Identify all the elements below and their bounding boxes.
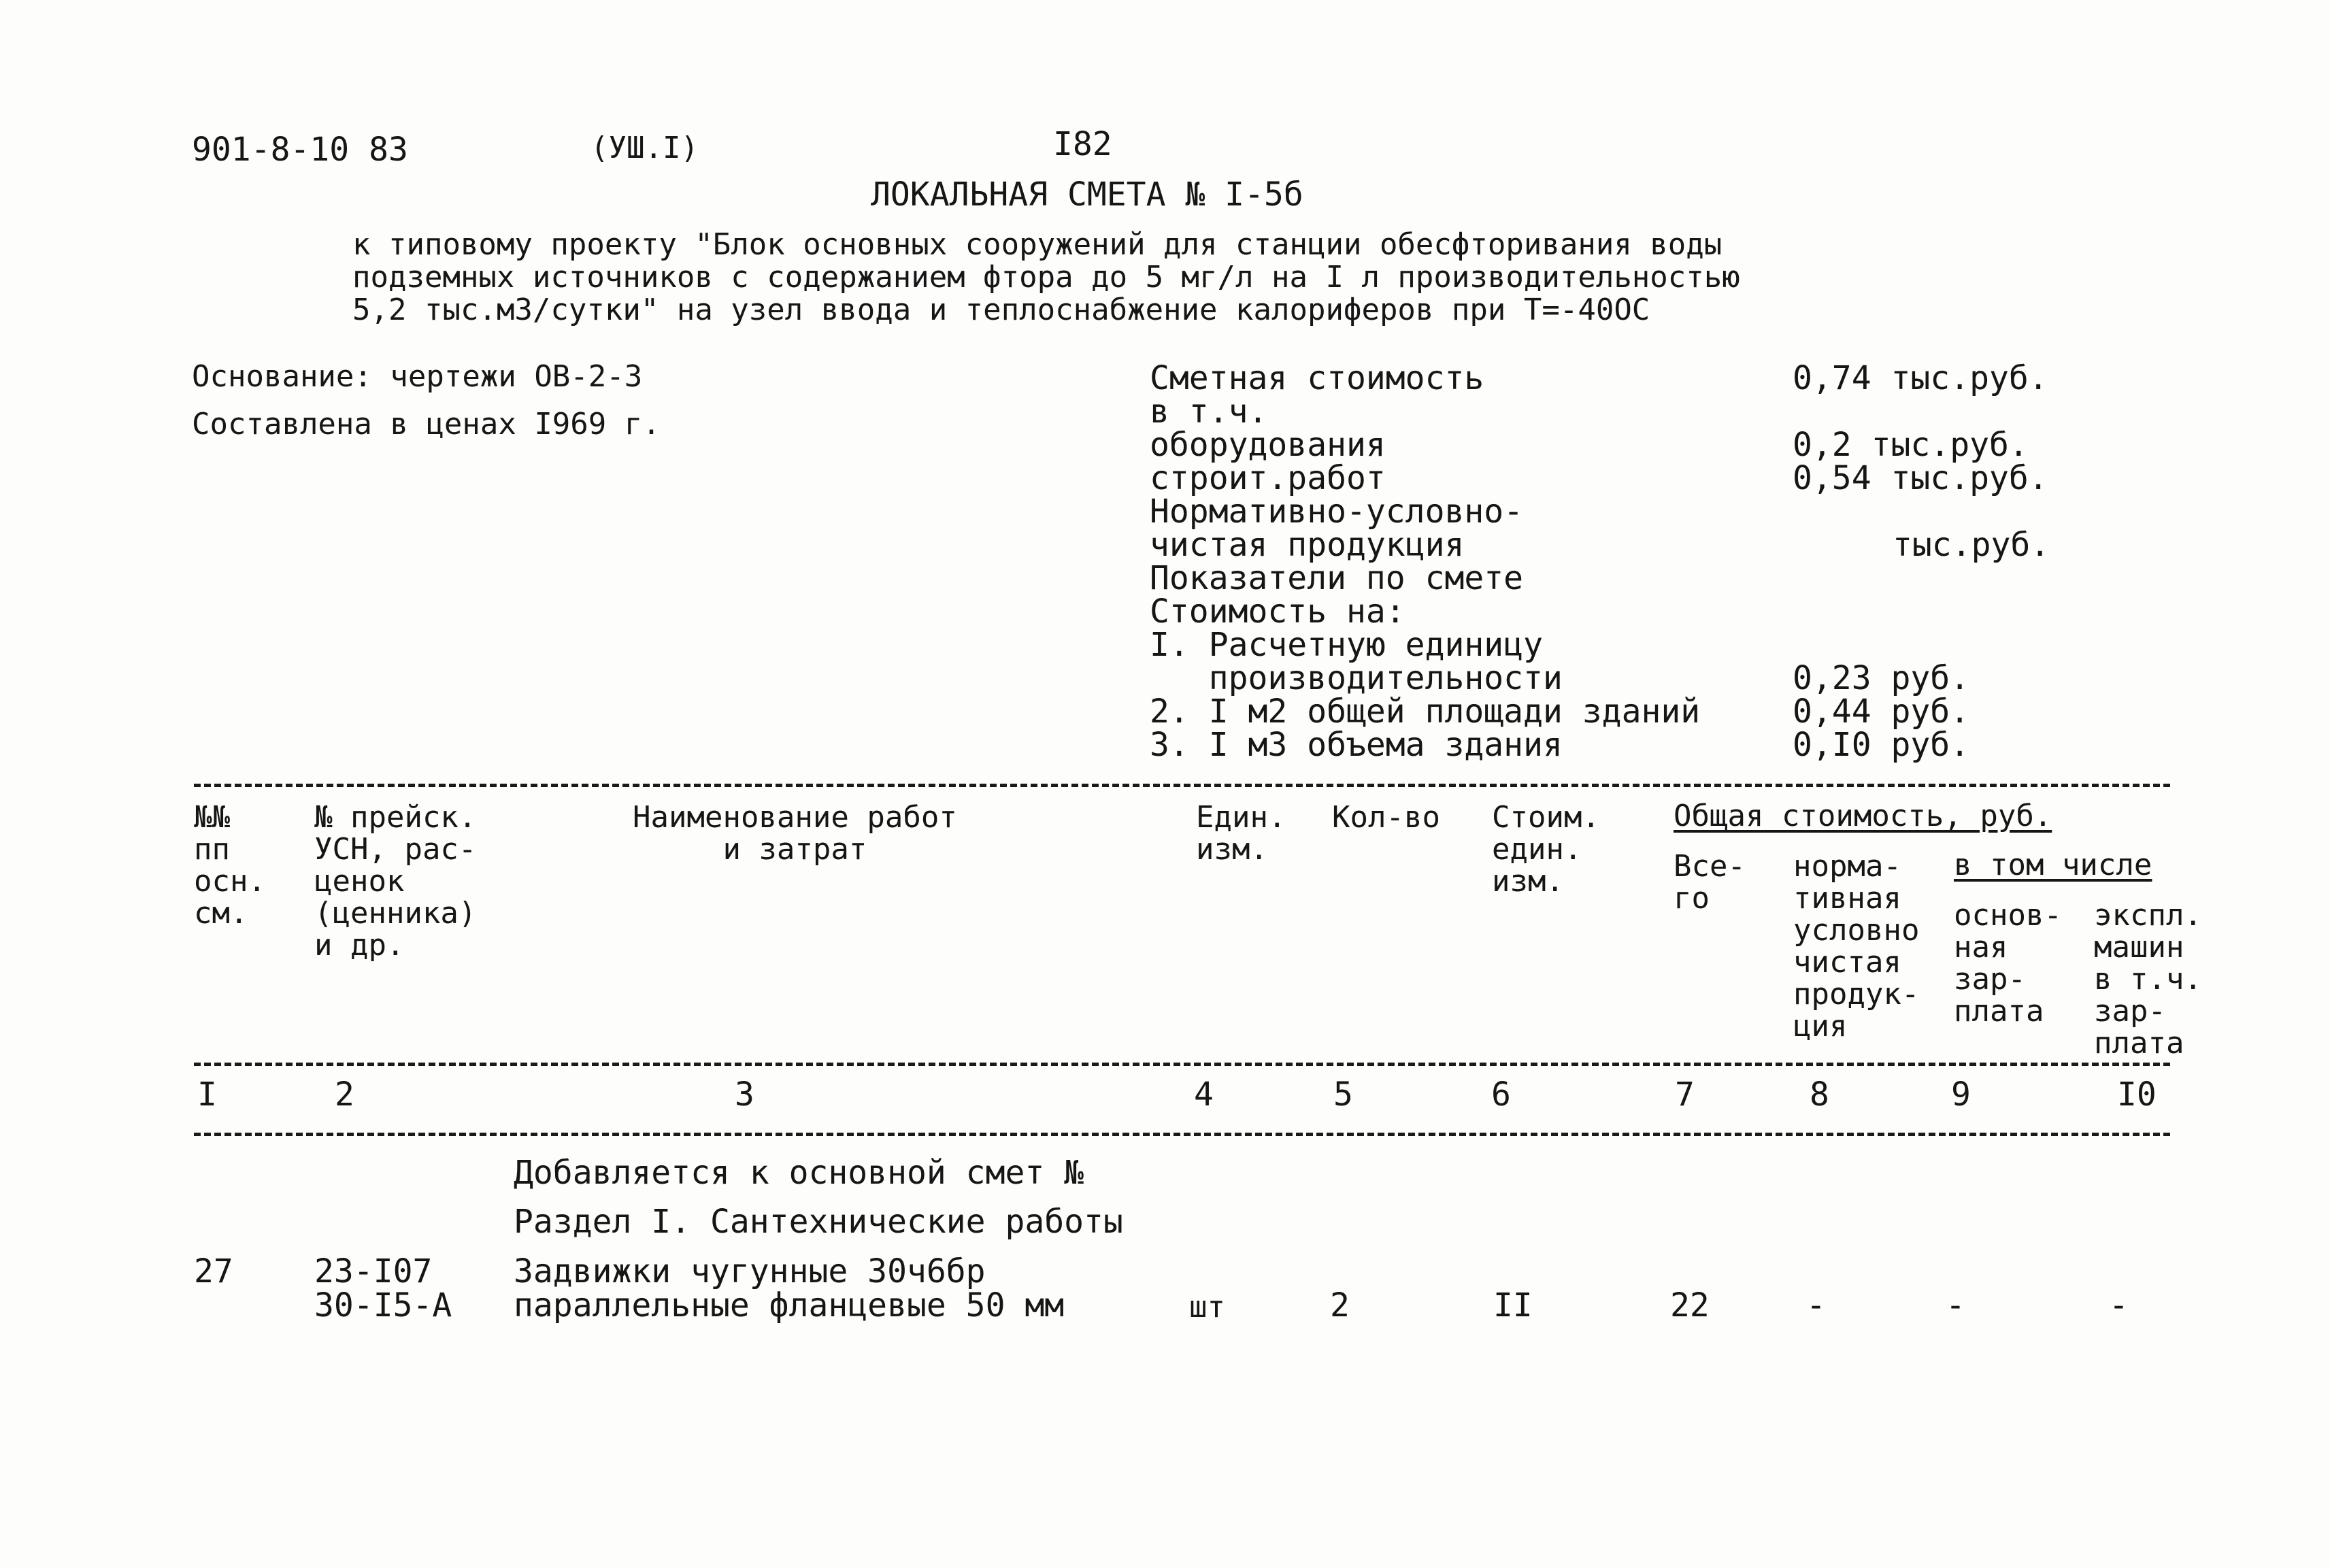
row-nuchp: - (1806, 1286, 1826, 1324)
row-qty: 2 (1330, 1286, 1350, 1324)
summary-label: Показатели по смете (1150, 559, 1524, 597)
column-number: 2 (335, 1075, 354, 1114)
value-nuchp: тыс.руб. (1893, 526, 2050, 564)
section-code: (УШ.I) (590, 131, 699, 165)
header-col-unit: Един. изм. (1196, 800, 1286, 867)
basis-prices: Составлена в ценах I969 г. (192, 407, 661, 441)
summary-label: I. Расчетную единицу (1150, 626, 1543, 664)
column-number: 6 (1491, 1075, 1511, 1114)
row-machines: - (2109, 1286, 2129, 1324)
row-total: 22 (1670, 1286, 1710, 1324)
row-number: 27 (194, 1252, 233, 1290)
row-wage: - (1946, 1286, 1965, 1324)
section-note: Добавляется к основной смет № (514, 1154, 1084, 1192)
header-col-price: Стоим. един. изм. (1492, 800, 1600, 899)
header-col-qty: Кол-во (1332, 800, 1440, 835)
row-name-1: Задвижки чугунные 30ч6бр (514, 1252, 986, 1290)
header-col-machines: экспл. машин в т.ч. зар- плата (2094, 898, 2202, 1061)
subtitle-line-3: 5,2 тыс.м3/сутки" на узел ввода и теплоснабжение калориферов при Т=-40ОС (352, 293, 1650, 327)
column-number: 4 (1194, 1075, 1214, 1114)
summary-label: оборудования (1150, 426, 1386, 464)
summary-label: 2. I м2 общей площади зданий (1150, 693, 1701, 731)
row-unit-price: II (1493, 1286, 1533, 1324)
column-number: 3 (735, 1075, 754, 1114)
column-number: 9 (1951, 1075, 1971, 1114)
column-number: 5 (1333, 1075, 1353, 1114)
summary-label: Нормативно-условно- (1150, 493, 1524, 531)
table-rule-header (194, 1063, 2170, 1066)
page-number: I82 (1053, 125, 1112, 163)
header-group-total-cost: Общая стоимость, руб. (1674, 799, 2052, 833)
summary-label: Сметная стоимость (1150, 359, 1484, 397)
table-rule-numbers (194, 1133, 2170, 1136)
row-unit: шт (1189, 1290, 1225, 1324)
value-edinica: 0,23 руб. (1793, 659, 1970, 697)
row-name-2: параллельные фланцевые 50 мм (514, 1286, 1065, 1324)
summary-label: Стоимость на: (1150, 593, 1405, 631)
value-stroit: 0,54 тыс.руб. (1793, 459, 2048, 497)
summary-label: 3. I м3 объема здания (1150, 726, 1563, 764)
row-code-1: 23-I07 (314, 1252, 433, 1290)
table-rule-top (194, 784, 2170, 787)
summary-labels (1150, 359, 1701, 764)
header-col-total: Все- го (1674, 849, 1746, 916)
basis-drawings: Основание: чертежи ОВ-2-3 (192, 359, 643, 394)
summary-label: производительности (1150, 659, 1563, 697)
header-col-nuchp: норма- тивная условно чистая продук- ция (1793, 849, 1920, 1044)
header-col-num: №№ пп осн. см. (194, 800, 266, 931)
subtitle-line-2: подземных источников с содержанием фтора до 5 мг/л на I л производительностью (352, 260, 1740, 295)
value-oborudovaniya: 0,2 тыс.руб. (1793, 426, 2029, 464)
column-number: I (197, 1075, 217, 1114)
header-subgroup: в том числе (1954, 848, 2152, 882)
header-col-wage: основ- ная зар- плата (1954, 898, 2062, 1029)
value-obem: 0,I0 руб. (1793, 726, 1970, 764)
value-smetnaya: 0,74 тыс.руб. (1793, 359, 2048, 397)
page-title: ЛОКАЛЬНАЯ СМЕТА № I-5б (871, 176, 1303, 214)
section-title: Раздел I. Сантехнические работы (514, 1203, 1123, 1241)
column-number: I0 (2117, 1075, 2157, 1114)
column-number: 7 (1675, 1075, 1695, 1114)
document-code: 901-8-10 83 (192, 131, 408, 169)
column-number: 8 (1810, 1075, 1829, 1114)
summary-label: строит.работ (1150, 459, 1386, 497)
value-ploshad: 0,44 руб. (1793, 693, 1970, 731)
row-code-2: 30-I5-А (314, 1286, 452, 1324)
header-col-name: Наименование работ и затрат (633, 800, 957, 867)
summary-label: в т.ч. (1150, 393, 1268, 431)
summary-label: чистая продукция (1150, 526, 1465, 564)
subtitle-line-1: к типовому проекту "Блок основных сооружений для станции обесфторивания воды (352, 227, 1722, 262)
header-col-pricelist: № прейск. УСН, рас- ценок (ценника) и др. (314, 800, 477, 963)
